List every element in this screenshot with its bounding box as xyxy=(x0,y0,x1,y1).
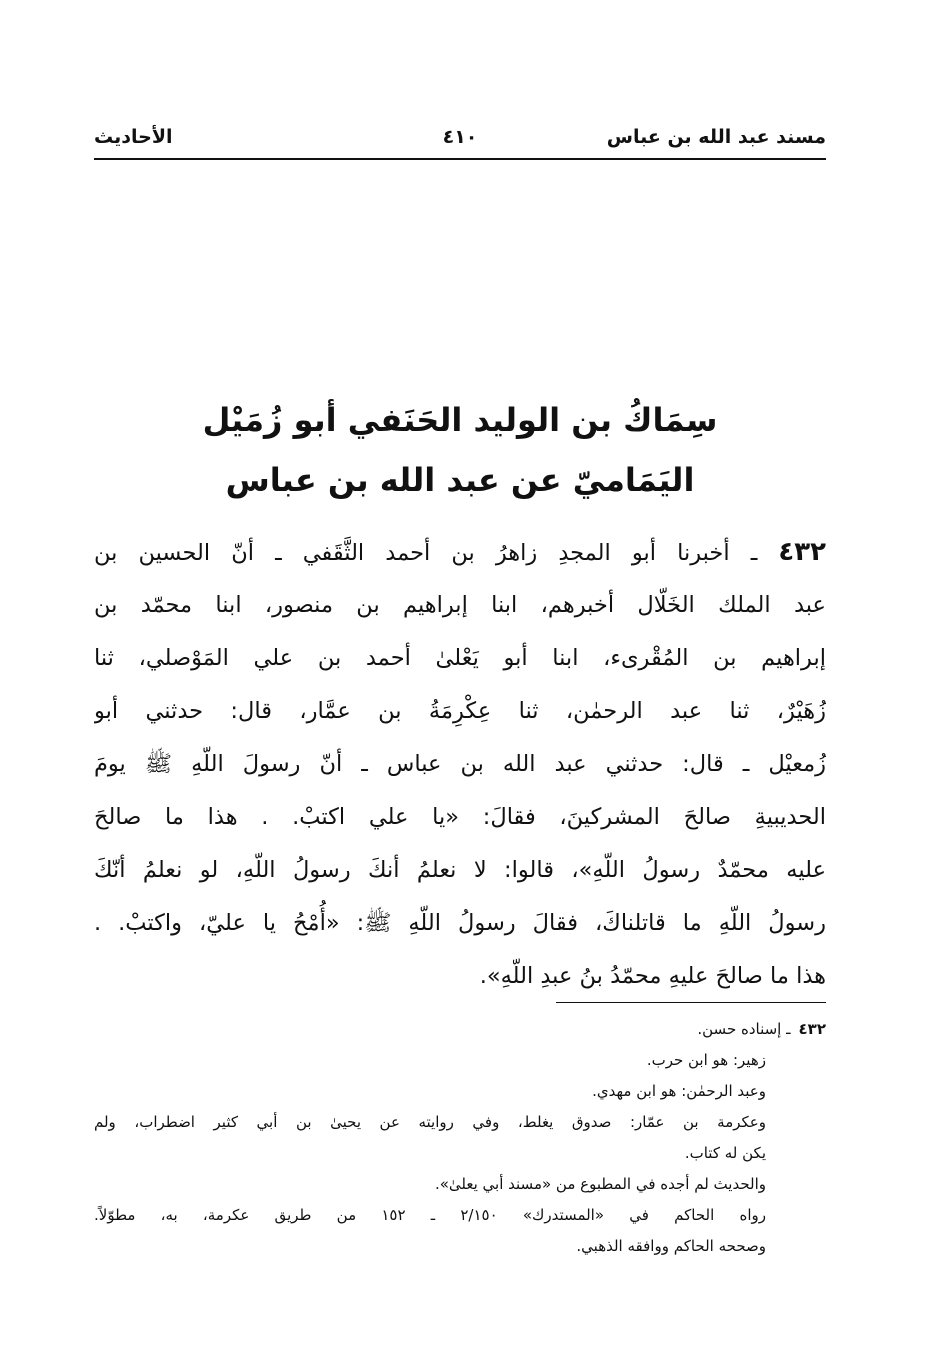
footnote-line: يكن له كتاب. xyxy=(684,1144,766,1162)
page-number: ٤١٠ xyxy=(442,126,478,148)
footnote-number: ٤٣٢ xyxy=(798,1020,826,1038)
footnotes xyxy=(94,1014,826,1262)
running-header xyxy=(94,122,826,160)
footnote-text: ـ إسناده حسن. xyxy=(697,1020,791,1038)
footnote-line xyxy=(94,1014,826,1045)
header-section-title: الأحاديث xyxy=(94,126,173,148)
hadith-line xyxy=(94,526,826,579)
header-book-title: مسند عبد الله بن عباس xyxy=(606,126,826,148)
hadith-line: زُمعيْل ـ قال: حدثني عبد الله بن عباس ـ أنّ رسولَ اللّهِ ﷺ يومَ xyxy=(94,751,826,777)
footnote-line: وعكرمة بن عمّار: صدوق يغلط، وفي روايته عن يحيىٰ بن أبي كثير اضطراب، ولم xyxy=(94,1113,766,1131)
hadith-line: عليه محمّدٌ رسولُ اللّهِ»، قالوا: لا نعلمُ أنكَ رسولُ اللّهِ، لو نعلمُ أنّكَ xyxy=(94,857,826,883)
chapter-heading-line-2: اليَمَاميّ عن عبد الله بن عباس xyxy=(225,461,695,499)
hadith-line-text: ـ أخبرنا أبو المجدِ زاهرُ بن أحمد الثَّقَفي ـ أنّ الحسين بن xyxy=(94,540,758,566)
footnote-line: وعبد الرحمٰن: هو ابن مهدي. xyxy=(592,1082,766,1100)
footnote-line: زهير: هو ابن حرب. xyxy=(646,1051,766,1069)
chapter-heading xyxy=(94,390,826,510)
hadith-number: ٤٣٢ xyxy=(778,537,826,567)
hadith-line: رسولُ اللّهِ ما قاتلناكَ، فقالَ رسولُ اللّهِ ﷺ: «أُمْحُ يا عليّ، واكتبْ. . xyxy=(94,910,826,936)
footnote-line: وصححه الحاكم ووافقه الذهبي. xyxy=(576,1237,766,1255)
chapter-heading-line-1: سِمَاكُ بن الوليد الحَنَفي أبو زُمَيْل xyxy=(202,401,718,439)
hadith-line: هذا ما صالحَ عليهِ محمّدُ بنُ عبدِ اللّهِ». xyxy=(479,963,826,989)
hadith-line: الحديبيةِ صالحَ المشركينَ، فقالَ: «يا علي اكتبْ. . هذا ما صالحَ xyxy=(94,804,826,830)
hadith-line: عبد الملك الخَلّال أخبرهم، ابنا إبراهيم بن منصور، ابنا محمّد بن xyxy=(94,592,826,618)
hadith-line: إبراهيم بن المُقْرىء، ابنا أبو يَعْلىٰ أحمد بن علي المَوْصلي، ثنا xyxy=(94,645,826,671)
footnote-separator xyxy=(556,1002,826,1003)
hadith-text xyxy=(94,526,826,1003)
footnote-line: والحديث لم أجده في المطبوع من «مسند أبي يعلىٰ». xyxy=(434,1175,766,1193)
hadith-line: زُهَيْرٌ، ثنا عبد الرحمٰن، ثنا عِكْرِمَةُ بن عمَّار، قال: حدثني أبو xyxy=(94,698,826,724)
footnote-line: رواه الحاكم في «المستدرك» ٢/١٥٠ ـ ١٥٢ من طريق عكرمة، به، مطوّلاً. xyxy=(94,1206,766,1224)
